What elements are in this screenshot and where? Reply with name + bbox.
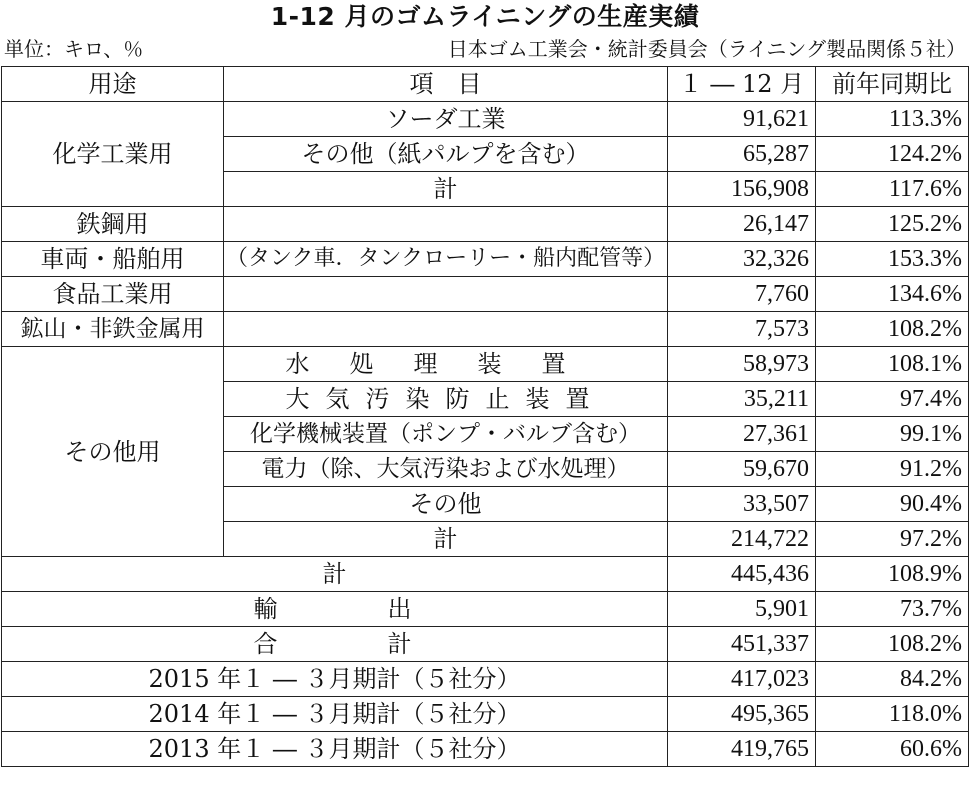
- table-row: [2, 347, 969, 382]
- yoy-cell: 97.4%: [816, 382, 969, 417]
- item-cell: [224, 207, 668, 242]
- table-row: [2, 102, 969, 137]
- yoy-cell: 153.3%: [816, 242, 969, 277]
- item-cell: 計: [224, 172, 668, 207]
- table-row: [2, 592, 969, 627]
- table-row: [2, 312, 969, 347]
- value-cell: 445,436: [668, 557, 816, 592]
- table-row: [2, 697, 969, 732]
- value-cell: 27,361: [668, 417, 816, 452]
- use-cell: 鉄鋼用: [2, 207, 224, 242]
- source-label: 日本ゴム工業会・統計委員会（ライニング製品関係５社）: [447, 37, 966, 61]
- table-row: [2, 207, 969, 242]
- item-cell: 化学機械装置（ポンプ・バルブ含む）: [224, 417, 668, 452]
- value-cell: 495,365: [668, 697, 816, 732]
- yoy-cell: 60.6%: [816, 732, 969, 767]
- value-cell: 35,211: [668, 382, 816, 417]
- yoy-cell: 125.2%: [816, 207, 969, 242]
- value-cell: 419,765: [668, 732, 816, 767]
- value-cell: 7,760: [668, 277, 816, 312]
- item-cell: [224, 277, 668, 312]
- item-cell: （タンク車．タンクローリー・船内配管等）: [224, 242, 668, 277]
- use-cell: 食品工業用: [2, 277, 224, 312]
- table-row: [2, 662, 969, 697]
- yoy-cell: 113.3%: [816, 102, 969, 137]
- yoy-cell: 124.2%: [816, 137, 969, 172]
- yoy-cell: 73.7%: [816, 592, 969, 627]
- production-table: [1, 66, 969, 767]
- value-cell: 5,901: [668, 592, 816, 627]
- value-cell: 32,326: [668, 242, 816, 277]
- subtotal-label: 計: [2, 557, 668, 592]
- item-cell: 水処理装置: [224, 347, 668, 382]
- item-cell: 計: [224, 522, 668, 557]
- value-cell: 451,337: [668, 627, 816, 662]
- unit-label: 単位：キロ、％: [4, 37, 144, 61]
- table-row: [2, 557, 969, 592]
- page-title: 1-12 月のゴムライニングの生産実績: [270, 2, 700, 31]
- yoy-cell: 90.4%: [816, 487, 969, 522]
- value-cell: 91,621: [668, 102, 816, 137]
- value-cell: 65,287: [668, 137, 816, 172]
- yoy-cell: 108.9%: [816, 557, 969, 592]
- item-cell: 電力（除、大気汚染および水処理）: [224, 452, 668, 487]
- header-yoy: 前年同期比: [816, 67, 969, 102]
- yoy-cell: 97.2%: [816, 522, 969, 557]
- year-2015-label: 2015 年１ ― ３月期計（５社分）: [2, 662, 668, 697]
- table-row: [2, 627, 969, 662]
- table-row: [2, 242, 969, 277]
- item-cell: [224, 312, 668, 347]
- yoy-cell: 99.1%: [816, 417, 969, 452]
- export-label: 輸出: [2, 592, 668, 627]
- value-cell: 58,973: [668, 347, 816, 382]
- table-header-row: [2, 67, 969, 102]
- use-other: その他用: [2, 347, 224, 557]
- item-cell: 大気汚染防止装置: [224, 382, 668, 417]
- yoy-cell: 108.2%: [816, 627, 969, 662]
- item-cell: その他（紙パルプを含む）: [224, 137, 668, 172]
- value-cell: 156,908: [668, 172, 816, 207]
- yoy-cell: 118.0%: [816, 697, 969, 732]
- grand-total-label: 合計: [2, 627, 668, 662]
- use-chemical: 化学工業用: [2, 102, 224, 207]
- header-use: 用途: [2, 67, 224, 102]
- value-cell: 417,023: [668, 662, 816, 697]
- value-cell: 7,573: [668, 312, 816, 347]
- value-cell: 214,722: [668, 522, 816, 557]
- table-row: [2, 732, 969, 767]
- yoy-cell: 91.2%: [816, 452, 969, 487]
- yoy-cell: 108.1%: [816, 347, 969, 382]
- yoy-cell: 84.2%: [816, 662, 969, 697]
- use-cell: 車両・船舶用: [2, 242, 224, 277]
- value-cell: 26,147: [668, 207, 816, 242]
- use-cell: 鉱山・非鉄金属用: [2, 312, 224, 347]
- yoy-cell: 117.6%: [816, 172, 969, 207]
- yoy-cell: 134.6%: [816, 277, 969, 312]
- year-2014-label: 2014 年１ ― ３月期計（５社分）: [2, 697, 668, 732]
- yoy-cell: 108.2%: [816, 312, 969, 347]
- header-period: １ ― 12 月: [668, 67, 816, 102]
- header-item: 項 目: [224, 67, 668, 102]
- year-2013-label: 2013 年１ ― ３月期計（５社分）: [2, 732, 668, 767]
- item-cell: ソーダ工業: [224, 102, 668, 137]
- item-cell: その他: [224, 487, 668, 522]
- table-row: [2, 277, 969, 312]
- value-cell: 33,507: [668, 487, 816, 522]
- value-cell: 59,670: [668, 452, 816, 487]
